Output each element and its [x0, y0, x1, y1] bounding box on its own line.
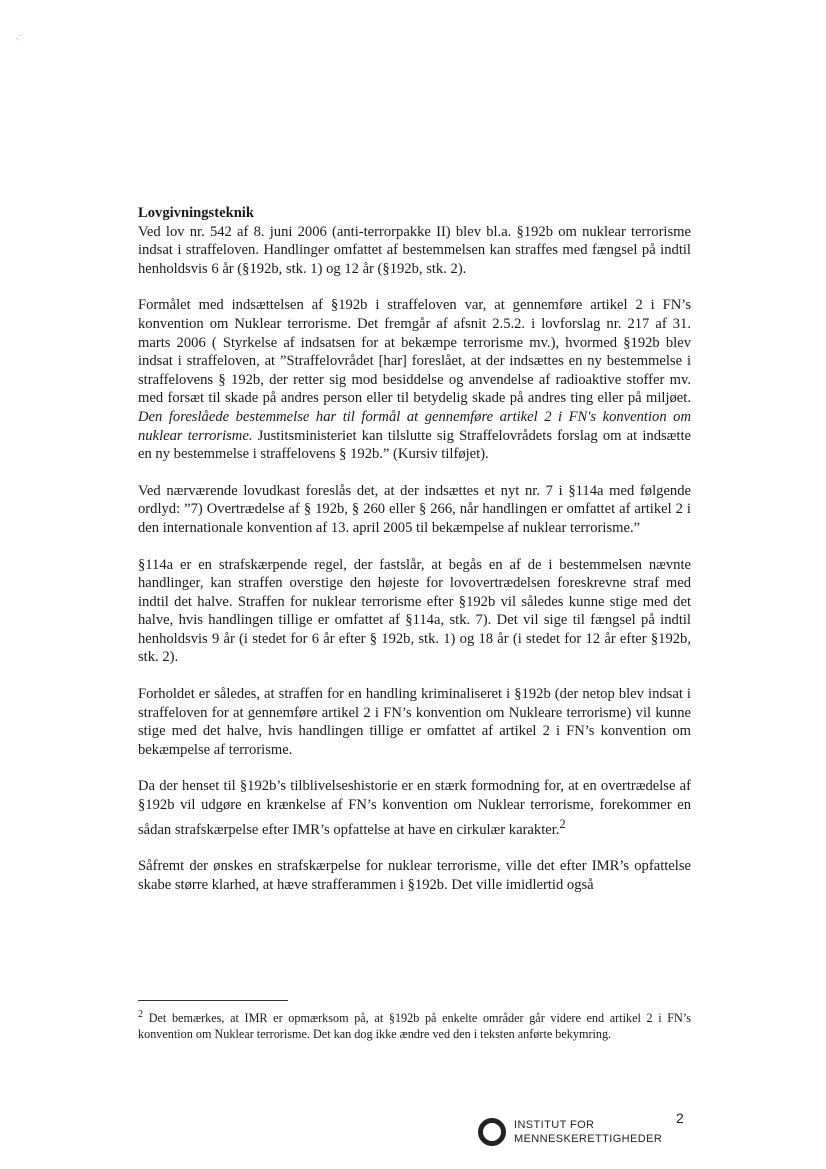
paragraph-intro: Ved lov nr. 542 af 8. juni 2006 (anti-terrorpakke II) blev bl.a. §192b om nuklear terrorisme indsat i straffeloven. Handlinger omfattet af bestemmelsen kan straffes med fængsel på indtil henholdsvis 6 år (§192b, stk. 1) og 12 år (§192b, stk. 2). — [138, 223, 691, 277]
section-heading: Lovgivningsteknik — [138, 205, 254, 221]
paragraph-purpose-text: Formålet med indsættelsen af §192b i straffeloven var, at gennemføre artikel 2 i FN’s konvention om Nuklear terrorisme. Det fremgår af afsnit 2.5.2. i lovforslag nr. 217 af 31. marts 2006 ( Styrkelse af indsatsen for at bekæmpe terrorisme mv.), hvormed §192b blev indsat i straffeloven, at ”Straffelovrådet [har] foreslået, at der indsættes en ny bestemmelse i straffelovens § 192b, der retter sig mod besiddelse og anvendelse af radioaktive stoffer mv. med forsæt til skade på andres person eller til betydelig skade på andres ting eller på miljøet. — [138, 297, 691, 407]
paragraph-recommendation: Såfremt der ønskes en strafskærpelse for nuklear terrorisme, ville det efter IMR’s opfattelse skabe større klarhed, at hæve strafferammen i §192b. Det ville imidlertid også — [138, 858, 691, 893]
paragraph-circular — [138, 777, 691, 839]
ring-logo-icon — [478, 1118, 506, 1146]
paragraph-aggravating-rule: §114a er en strafskærpende regel, der fastslår, at begås en af de i bestemmelsen nævnte handlinger, kan straffen overstige den højeste for lovovertrædelsen foreskrevne straf med indtil det halve. Straffen for nuklear terrorisme efter §192b vil således kunne stige med det halve, hvis handlingen tillige er omfattet af §114a, stk. 7). Det vil sige til fængsel på indtil henholdsvis 9 år (i stedet for 6 år efter § 192b, stk. 1) og 18 år (i stedet for 12 år efter §192b, stk. 2). — [138, 556, 691, 666]
paragraph-circular-text: Da der henset til §192b’s tilblivelseshistorie er en stærk formodning for, at en overtrædelse af §192b vil udgøre en krænkelse af FN’s konvention om Nuklear terrorisme, forekommer en sådan strafskærpelse efter IMR’s opfattelse at have en cirkulær karakter. — [138, 778, 691, 838]
paragraph-proposal: Ved nærværende lovudkast foreslås det, at der indsættes et nyt nr. 7 i §114a med følgende ordlyd: ”7) Overtrædelse af § 192b, § 260 eller § 266, når handlingen er omfattet af artikel 2 i den internationale konvention af 13. april 2005 til bekæmpelse af nuklear terrorisme.” — [138, 482, 691, 536]
paragraph-circumstance: Forholdet er således, at straffen for en handling kriminaliseret i §192b (der netop blev indsat i straffeloven for at gennemføre artikel 2 i FN’s konvention om Nukleare terrorisme) vil kunne stige med det halve, hvis handlingen tillige er omfattet af artikel 2 i FN’s konvention om bekæmpelse af terrorisme. — [138, 686, 691, 758]
scan-artifact: ,· — [16, 31, 22, 42]
footnote — [138, 1007, 691, 1042]
footnote-text: Det bemærkes, at IMR er opmærksom på, at §192b på enkelte områder går videre end artikel 2 i FN’s konvention om Nuklear terrorisme. Det kan dog ikke ændre ved den i teksten anførte bekymring. — [138, 1011, 691, 1041]
footnote-divider — [138, 1000, 288, 1001]
paragraph-purpose — [138, 296, 691, 463]
institute-logo — [478, 1112, 678, 1152]
paragraph-purpose-text-end: Justitsministeriet kan tilslutte sig Straffelovrådets forslag om at indsætte en ny bestemmelse i straffelovens § 192b.” (Kursiv tilføjet). — [138, 427, 692, 463]
page-number: 2 — [676, 1110, 684, 1126]
document-body — [138, 204, 691, 912]
footnote-number: 2 — [138, 1009, 144, 1020]
paragraph-purpose-italic-quote: Den foreslåede bestemmelse har til formål at gennemføre artikel 2 i FN's konvention om nuklear terrorisme. — [138, 408, 691, 444]
logo-wordmark — [514, 1118, 662, 1146]
logo-line-2: MENNESKERETTIGHEDER — [514, 1133, 663, 1145]
footnote-reference[interactable]: 2 — [559, 816, 566, 831]
logo-line-1: INSTITUT FOR — [514, 1119, 595, 1131]
